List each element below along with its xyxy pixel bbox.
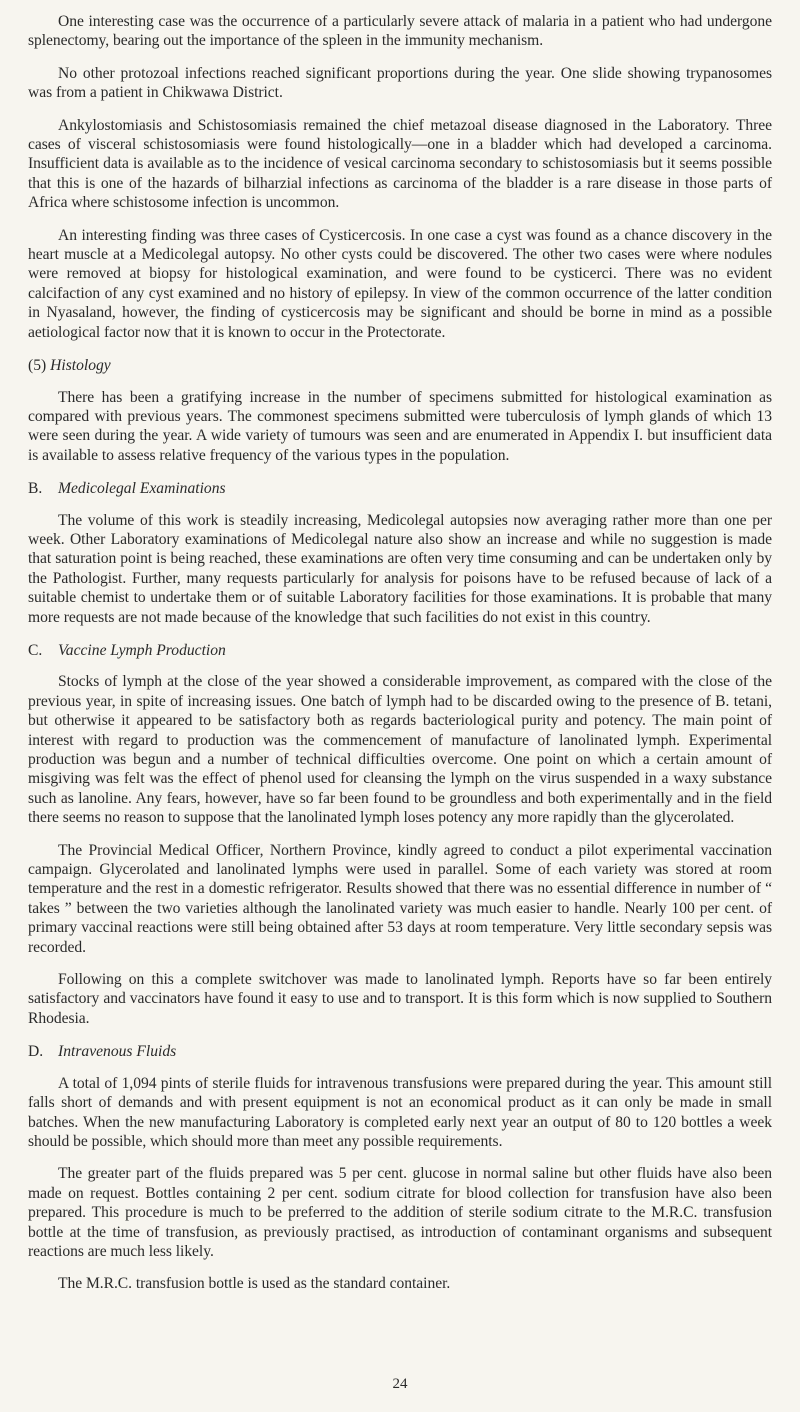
heading-intravenous <box>28 1042 772 1061</box>
heading-medicolegal-letter: B. <box>28 480 43 498</box>
paragraph-transfusion-bottle: The M.R.C. transfusion bottle is used as the standard container. <box>58 1275 451 1293</box>
paragraph-sterile-fluids: A total of 1,094 pints of sterile fluids for intravenous transfusions were prepared during the year. This amount still falls short of demands and with present equipment is not an economical product as it can only be made in small batches. When the new manufacturing Laboratory is completed early next year an output of 80 to 120 bottles a week should be possible, which should more than meet any possible requirements. <box>28 1074 772 1150</box>
heading-intravenous-letter: D. <box>28 1043 44 1061</box>
paragraph-glucose-citrate: The greater part of the fluids prepared was 5 per cent. glucose in normal saline but other fluids have also been made on request. Bottles containing 2 per cent. sodium citrate for blood collection for transfusion have also been prepared. This procedure is much to be preferred to the addition of sterile sodium citrate to the M.R.C. transfusion bottle at the time of transfusion, as previously practised, as introduction of contaminant organisms and subsequent reactions are much less likely. <box>28 1165 772 1260</box>
paragraph-pilot-campaign: The Provincial Medical Officer, Northern Province, kindly agreed to conduct a pilot experimental vaccination campaign. Glycerolated and lanolinated lymphs were used in parallel. Some of each variety was stored at room temperature and the rest in a domestic refrigerator. Results showed that there was no essential difference in number of “ takes ” between the two varieties although the lanolinated variety was much easier to handle. Nearly 100 per cent. of primary vaccinal reactions were still being obtained after 53 days at room temperature. Very little secondary sepsis was recorded. <box>28 841 772 956</box>
heading-medicolegal-title: Medicolegal Examinations <box>58 480 226 498</box>
paragraph-protozoal-infections: No other protozoal infections reached significant proportions during the year. One slide showing trypanosomes was from a patient in Chikwawa District. <box>28 64 772 102</box>
paragraph-schistosomiasis: Ankylostomiasis and Schistosomiasis remained the chief metazoal disease diagnosed in the Laboratory. Three cases of visceral schistosomiasis were found histologically—one in a bladder which had developed a carcinoma. Insufficient data is available as to the incidence of vesical carcinoma secondary to schistosomiasis but it seems possible that this is one of the hazards of bilharzial infections as carcinoma of the bladder is a rare disease in those parts of Africa where schistosome infection is uncommon. <box>28 116 772 212</box>
paragraph-lymph-stocks: Stocks of lymph at the close of the year showed a considerable improvement, as compared with the close of the previous year, in spite of increasing issues. One batch of lymph had to be discarded owing to the presence of B. tetani, but otherwise it appeared to be satisfactory both as regards bacteriological purity and potency. The main point of interest with regard to production was the commencement of manufacture of lanolinated lymph. Experimental production was begun and a number of technical difficulties overcome. One point on which a certain amount of misgiving was felt was the effect of phenol used for cleansing the lymph on the virus suspended in a waxy substance such as lanoline. Any fears, however, have so far been found to be groundless and both experimentally and in the field there seems no reason to suppose that the lanolinated lymph loses potency any more rapidly than the glycerolated. <box>28 673 772 827</box>
page-number: 24 <box>392 1376 408 1392</box>
paragraph-malaria-splenectomy: One interesting case was the occurrence of a particularly severe attack of malaria in a patient who had undergone splenectomy, bearing out the importance of the spleen in the immunity mechanism. <box>28 13 772 50</box>
paragraph-histology: There has been a gratifying increase in the number of specimens submitted for histological examination as compared with previous years. The commonest specimens submitted were tuberculosis of lymph glands of which 13 were seen during the year. A wide variety of tumours was seen and are enumerated in Appendix I. but insufficient data is available to assess relative frequency of the various types in the population. <box>28 388 772 464</box>
paragraph-medicolegal: The volume of this work is steadily increasing, Medicolegal autopsies now averaging rather more than one per week. Other Laboratory examinations of Medicolegal nature also show an increase and while no suggestion is made that saturation point is being reached, these examinations are often very time consuming and can be undertaken only by the Pathologist. Further, many requests particularly for analysis for poisons have to be refused because of lack of a suitable chemist to undertake them or of suitable Laboratory facilities for those examinations. It is probable that many more requests are not made because of the knowledge that such facilities do not exist in this country. <box>28 511 772 626</box>
heading-vaccine <box>28 641 772 660</box>
heading-histology <box>28 356 772 375</box>
paragraph-cysticercosis: An interesting finding was three cases of Cysticercosis. In one case a cyst was found as a chance discovery in the heart muscle at a Medicolegal autopsy. No other cysts could be discovered. The other two cases were where nodules were removed at biopsy for histological examination, and were found to be cysticerci. There was no evident calcifaction of any cyst examined and no history of epilepsy. In view of the common occurrence of the latter condition in Nyasaland, however, the finding of cysticercosis may be significant and should be borne in mind as a possible aetiological factor now that it is known to occur in the Protectorate. <box>28 226 772 341</box>
heading-histology-title: Histology <box>50 357 111 375</box>
paragraph-switchover: Following on this a complete switchover was made to lanolinated lymph. Reports have so far been entirely satisfactory and vaccinators have found it easy to use and to transport. It is this form which is now supplied to Southern Rhodesia. <box>28 971 772 1027</box>
heading-vaccine-letter: C. <box>28 641 43 659</box>
heading-intravenous-title: Intravenous Fluids <box>58 1043 177 1061</box>
heading-medicolegal <box>28 479 772 498</box>
heading-vaccine-title: Vaccine Lymph Production <box>58 641 226 659</box>
heading-histology-number: (5) <box>28 357 47 375</box>
